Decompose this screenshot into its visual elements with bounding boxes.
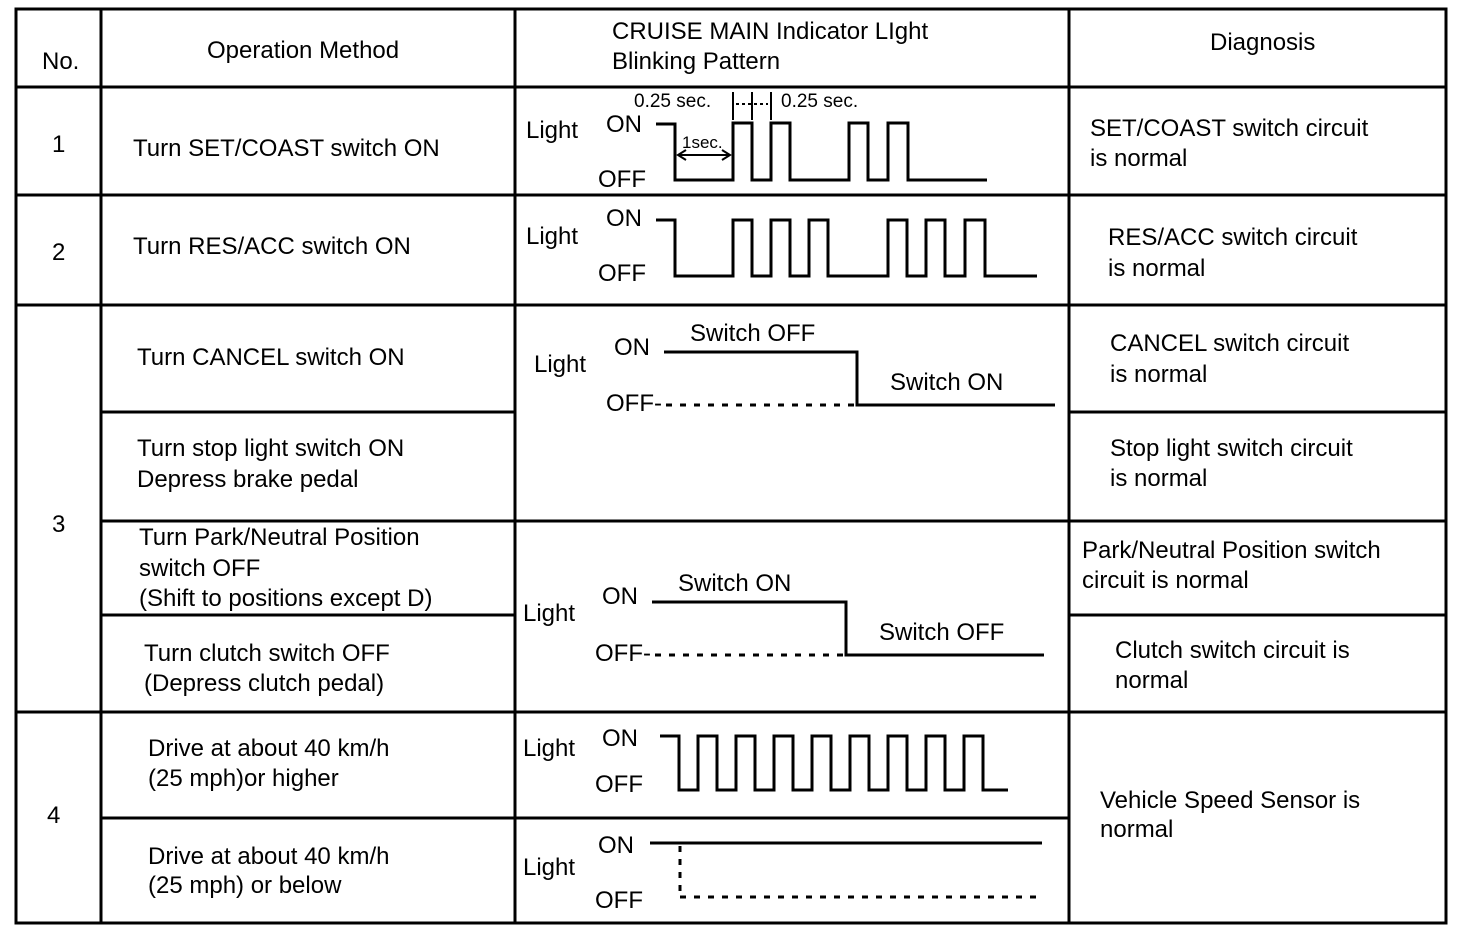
operation-text: Drive at about 40 km/h [148,843,390,870]
operation-text: Turn clutch switch OFF [144,640,390,667]
diagnosis-text: is normal [1108,255,1206,282]
operation-text: Turn Park/Neutral Position [139,524,420,551]
operation-text: (Shift to positions except D) [139,585,433,612]
operation-text: Turn stop light switch ON [137,435,405,462]
waveform-row-1 [656,123,987,180]
operation-text: (Depress clutch pedal) [144,670,385,697]
waveform-row-4a [660,736,1008,790]
waveform-row-3a [664,352,1055,405]
on-label: ON [606,205,642,232]
operation-text: switch OFF [139,555,261,582]
on-label: ON [602,725,638,752]
light-label: Light [534,351,587,378]
header-pattern-line1: CRUISE MAIN Indicator LIght [612,18,929,45]
on-label: ON [614,334,650,361]
row-number: 2 [52,239,66,266]
timing-label: 0.25 sec. [781,91,859,112]
diagnosis-text: circuit is normal [1082,567,1249,594]
off-label: OFF- [595,640,651,667]
waveform-row-2 [656,220,1037,276]
off-label: OFF- [606,390,662,417]
diagnosis-text: RES/ACC switch circuit [1108,224,1358,251]
diagnosis-text: CANCEL switch circuit [1110,330,1350,357]
operation-text: Turn SET/COAST switch ON [133,135,440,162]
switch-state-label: Switch OFF [879,619,1005,646]
operation-text: (25 mph) or below [148,872,342,899]
timing-label: 0.25 sec. [634,91,712,112]
diagnosis-text: Clutch switch circuit is [1115,637,1350,664]
header-operation: Operation Method [207,37,400,64]
switch-state-label: Switch ON [890,369,1004,396]
header-pattern-line2: Blinking Pattern [612,48,781,75]
header-diagnosis: Diagnosis [1210,29,1316,56]
light-label: Light [523,735,576,762]
off-label: OFF [598,260,646,287]
diagnosis-text: SET/COAST switch circuit [1090,115,1369,142]
operation-text: (25 mph)or higher [148,765,339,792]
row-number: 1 [52,131,66,158]
row-number: 3 [52,511,66,538]
on-label: ON [602,583,638,610]
header-no: No. [42,48,80,75]
light-label: Light [523,600,576,627]
diagnosis-text: is normal [1110,465,1208,492]
operation-text: Depress brake pedal [137,466,359,493]
diagnosis-text: is normal [1110,361,1208,388]
off-label: OFF [598,166,646,193]
light-label: Light [526,223,579,250]
diagnosis-text: Park/Neutral Position switch [1082,537,1381,564]
off-label: OFF [595,771,643,798]
off-label: OFF [595,887,643,914]
operation-text: Turn CANCEL switch ON [137,344,405,371]
diagnosis-text: normal [1100,816,1174,843]
waveform-row-3b [652,602,1044,655]
light-label: Light [523,854,576,881]
diagnosis-text: is normal [1090,145,1188,172]
diagnosis-text: normal [1115,667,1189,694]
diagnosis-text: Vehicle Speed Sensor is [1100,787,1361,814]
row-number: 4 [47,802,61,829]
switch-state-label: Switch ON [678,570,792,597]
light-label: Light [526,117,579,144]
operation-text: Drive at about 40 km/h [148,735,390,762]
on-label: ON [606,111,642,138]
timing-label: 1sec. [682,133,723,152]
operation-text: Turn RES/ACC switch ON [133,233,411,260]
diagnosis-text: Stop light switch circuit [1110,435,1353,462]
on-label: ON [598,832,634,859]
switch-state-label: Switch OFF [690,320,816,347]
